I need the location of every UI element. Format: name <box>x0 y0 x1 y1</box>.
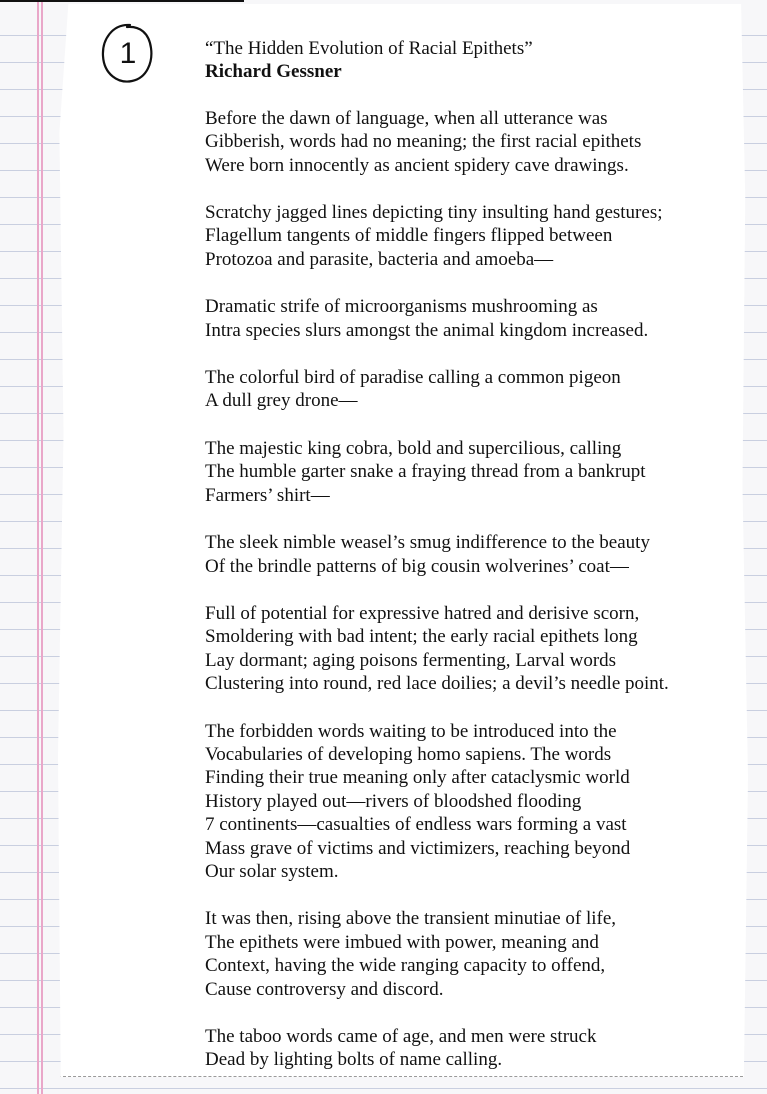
stanza <box>205 602 745 696</box>
page-number-digit: 1 <box>119 37 137 70</box>
poem-line: Smoldering with bad intent; the early racial epithets long <box>205 626 638 648</box>
stanza <box>205 366 745 413</box>
poem-line: Dead by lighting bolts of name calling. <box>205 1049 503 1071</box>
poem-line: Scratchy jagged lines depicting tiny insulting hand gestures; <box>205 202 663 224</box>
stanza <box>205 437 745 507</box>
poem-line: The epithets were imbued with power, meaning and <box>205 931 599 953</box>
stanza <box>205 201 745 271</box>
poem-line: Farmers’ shirt— <box>205 484 330 506</box>
stanza <box>205 531 745 578</box>
stanza <box>205 295 745 342</box>
poem-line: Were born innocently as ancient spidery cave drawings. <box>205 154 629 176</box>
poem-author: Richard Gessner <box>205 61 342 83</box>
poem-line: Before the dawn of language, when all utterance was <box>205 107 608 129</box>
poem-line: A dull grey drone— <box>205 390 358 412</box>
poem <box>205 37 745 1072</box>
poem-line: Flagellum tangents of middle fingers flipped between <box>205 225 613 247</box>
poem-line: Lay dormant; aging poisons fermenting, Larval words <box>205 649 617 671</box>
poem-title: “The Hidden Evolution of Racial Epithets” <box>205 38 533 59</box>
poem-line: Dramatic strife of microorganisms mushrooming as <box>205 296 598 318</box>
stanza <box>205 107 745 177</box>
poem-line: 7 continents—casualties of endless wars forming a vast <box>205 814 627 836</box>
poem-line: Protozoa and parasite, bacteria and amoeba— <box>205 248 554 270</box>
poem-line: Finding their true meaning only after cataclysmic world <box>205 767 630 789</box>
poem-line: The humble garter snake a fraying thread from a bankrupt <box>205 461 646 483</box>
poem-line: Of the brindle patterns of big cousin wolverines’ coat— <box>205 555 629 577</box>
margin-line <box>37 0 39 1094</box>
poem-line: The colorful bird of paradise calling a common pigeon <box>205 367 621 389</box>
poem-line: Clustering into round, red lace doilies; a devil’s needle point. <box>205 673 669 695</box>
poem-line: Mass grave of victims and victimizers, reaching beyond <box>205 837 631 859</box>
top-rule <box>0 0 244 2</box>
poem-line: The forbidden words waiting to be introduced into the <box>205 720 617 742</box>
poem-line: History played out—rivers of bloodshed flooding <box>205 790 582 812</box>
handwritten-page-number <box>100 20 154 86</box>
poem-line: Cause controversy and discord. <box>205 978 444 1000</box>
stanza <box>205 907 745 1001</box>
poem-line: The taboo words came of age, and men were struck <box>205 1026 597 1047</box>
stanza <box>205 1025 745 1072</box>
poem-line: Full of potential for expressive hatred and derisive scorn, <box>205 602 640 624</box>
poem-line: It was then, rising above the transient minutiae of life, <box>205 908 617 930</box>
poem-line: Vocabularies of developing homo sapiens. The words <box>205 743 612 765</box>
stanza <box>205 720 745 884</box>
margin-line <box>41 0 43 1094</box>
circled-number-icon <box>100 20 154 86</box>
poem-line: The majestic king cobra, bold and supercilious, calling <box>205 437 622 459</box>
poem-line: Gibberish, words had no meaning; the first racial epithets <box>205 131 642 153</box>
poem-line: Intra species slurs amongst the animal kingdom increased. <box>205 319 649 341</box>
poem-line: Context, having the wide ranging capacity to offend, <box>205 955 606 977</box>
stanza-list <box>205 107 745 1072</box>
poem-line: The sleek nimble weasel’s smug indifference to the beauty <box>205 532 650 554</box>
poem-line: Our solar system. <box>205 860 339 882</box>
